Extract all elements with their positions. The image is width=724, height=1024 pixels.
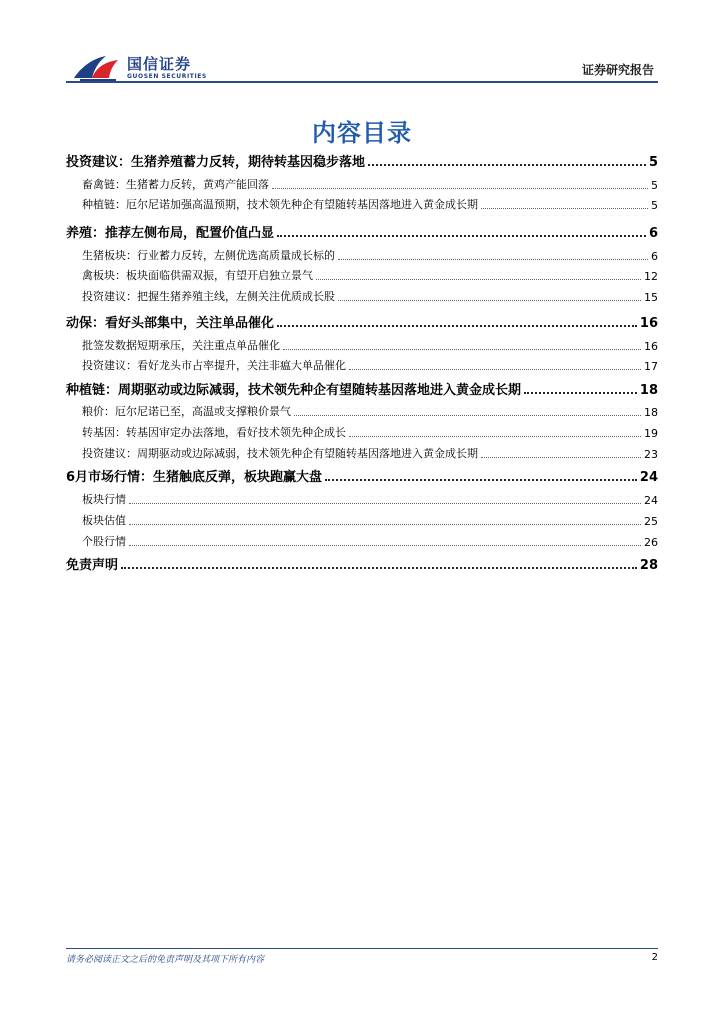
toc-entry-page: 25 xyxy=(644,515,658,528)
toc-section-entry[interactable] xyxy=(82,511,658,528)
toc-entry-page: 28 xyxy=(639,558,658,573)
report-type-label: 证券研究报告 xyxy=(581,63,654,77)
toc-entry-title: 板块行情 xyxy=(82,493,126,506)
toc-dot-leader xyxy=(294,415,641,416)
toc-dot-leader xyxy=(272,188,648,189)
toc-entry-page: 6 xyxy=(648,226,658,241)
toc-entry-page: 12 xyxy=(644,270,658,283)
toc-entry-title: 投资建议：把握生猪养殖主线，左侧关注优质成长股 xyxy=(82,290,335,303)
toc-title: 内容目录 xyxy=(312,119,412,147)
toc-section-entry[interactable] xyxy=(82,246,658,263)
toc-entry-page: 18 xyxy=(639,383,658,398)
toc-entry-page: 18 xyxy=(644,406,658,419)
toc-entry-page: 19 xyxy=(644,427,658,440)
toc-dot-leader xyxy=(349,436,641,437)
toc-entry-page: 16 xyxy=(639,316,658,331)
toc-entry-title: 投资建议：周期驱动或边际减弱，技术领先种企有望随转基因落地进入黄金成长期 xyxy=(82,447,478,460)
toc-dot-leader xyxy=(325,479,637,481)
toc-chapter-entry[interactable] xyxy=(66,311,658,331)
logo-english-name: GUOSEN SECURITIES xyxy=(127,73,207,80)
toc-dot-leader xyxy=(129,524,641,525)
toc-dot-leader xyxy=(481,457,641,458)
toc-section-entry[interactable] xyxy=(82,175,658,192)
toc-section-entry[interactable] xyxy=(82,532,658,549)
toc-dot-leader xyxy=(316,279,641,280)
toc-entry-title: 养殖：推荐左侧布局，配置价值凸显 xyxy=(66,226,275,241)
toc-chapter-entry[interactable] xyxy=(66,150,658,170)
toc-entry-title: 种植链：厄尔尼诺加强高温预期，技术领先种企有望随转基因落地进入黄金成长期 xyxy=(82,198,478,211)
logo-chinese-name: 国信证券 xyxy=(127,55,192,73)
toc-entry-title: 免责声明 xyxy=(66,558,119,573)
page-header xyxy=(0,0,724,90)
toc-entry-page: 26 xyxy=(644,536,658,549)
toc-dot-leader xyxy=(481,208,648,209)
toc-entry-page: 15 xyxy=(644,291,658,304)
company-logo xyxy=(72,52,207,84)
toc-section-entry[interactable] xyxy=(82,444,658,461)
toc-dot-leader xyxy=(524,392,637,394)
toc-entry-title: 种植链：周期驱动或边际减弱，技术领先种企有望随转基因落地进入黄金成长期 xyxy=(66,383,522,398)
toc-dot-leader xyxy=(277,325,637,327)
toc-entry-title: 投资建议：看好龙头市占率提升，关注非瘟大单品催化 xyxy=(82,359,346,372)
toc-chapter-entry[interactable] xyxy=(66,378,658,398)
toc-entry-title: 粮价：厄尔尼诺已至，高温或支撑粮价景气 xyxy=(82,405,291,418)
toc-entry-page: 23 xyxy=(644,448,658,461)
toc-entry-title: 板块估值 xyxy=(82,514,126,527)
page-number: 2 xyxy=(651,952,658,963)
toc-entry-title: 个股行情 xyxy=(82,535,126,548)
toc-entry-title: 投资建议：生猪养殖蓄力反转，期待转基因稳步落地 xyxy=(66,155,366,170)
toc-entry-page: 5 xyxy=(648,155,658,170)
toc-entry-page: 24 xyxy=(639,470,658,485)
toc-dot-leader xyxy=(129,503,641,504)
toc-entry-title: 转基因：转基因审定办法落地，看好技术领先种企成长 xyxy=(82,426,346,439)
footer-divider xyxy=(66,948,658,949)
toc-dot-leader xyxy=(129,545,641,546)
toc-entry-page: 16 xyxy=(644,340,658,353)
toc-entry-title: 批签发数据短期承压，关注重点单品催化 xyxy=(82,339,280,352)
toc-dot-leader xyxy=(338,300,641,301)
toc-chapter-entry[interactable] xyxy=(66,221,658,241)
toc-entry-title: 禽板块：板块面临供需双振，有望开启独立景气 xyxy=(82,269,313,282)
toc-entry-page: 6 xyxy=(651,250,658,263)
guosen-logo-icon xyxy=(72,52,122,82)
toc-section-entry[interactable] xyxy=(82,423,658,440)
toc-dot-leader xyxy=(121,567,637,569)
toc-entry-page: 24 xyxy=(644,494,658,507)
toc-chapter-entry[interactable] xyxy=(66,553,658,573)
toc-entry-page: 5 xyxy=(651,199,658,212)
toc-section-entry[interactable] xyxy=(82,490,658,507)
header-divider xyxy=(66,81,658,83)
toc-section-entry[interactable] xyxy=(82,195,658,212)
toc-dot-leader xyxy=(277,235,646,237)
footer-disclaimer-note: 请务必阅读正文之后的免责声明及其项下所有内容 xyxy=(66,955,265,965)
toc-section-entry[interactable] xyxy=(82,402,658,419)
toc-section-entry[interactable] xyxy=(82,336,658,353)
toc-section-entry[interactable] xyxy=(82,266,658,283)
toc-entry-title: 动保：看好头部集中，关注单品催化 xyxy=(66,316,275,331)
toc-dot-leader xyxy=(338,259,648,260)
toc-entry-title: 畜禽链：生猪蓄力反转，黄鸡产能回落 xyxy=(82,178,269,191)
toc-section-entry[interactable] xyxy=(82,287,658,304)
toc-entry-page: 17 xyxy=(644,360,658,373)
toc-entry-title: 生猪板块：行业蓄力反转，左侧优选高质量成长标的 xyxy=(82,249,335,262)
toc-section-entry[interactable] xyxy=(82,356,658,373)
toc-chapter-entry[interactable] xyxy=(66,465,658,485)
toc-dot-leader xyxy=(368,164,646,166)
toc-entry-title: 6月市场行情：生猪触底反弹，板块跑赢大盘 xyxy=(66,470,323,485)
toc-entry-page: 5 xyxy=(651,179,658,192)
toc-dot-leader xyxy=(283,349,641,350)
toc-dot-leader xyxy=(349,369,641,370)
